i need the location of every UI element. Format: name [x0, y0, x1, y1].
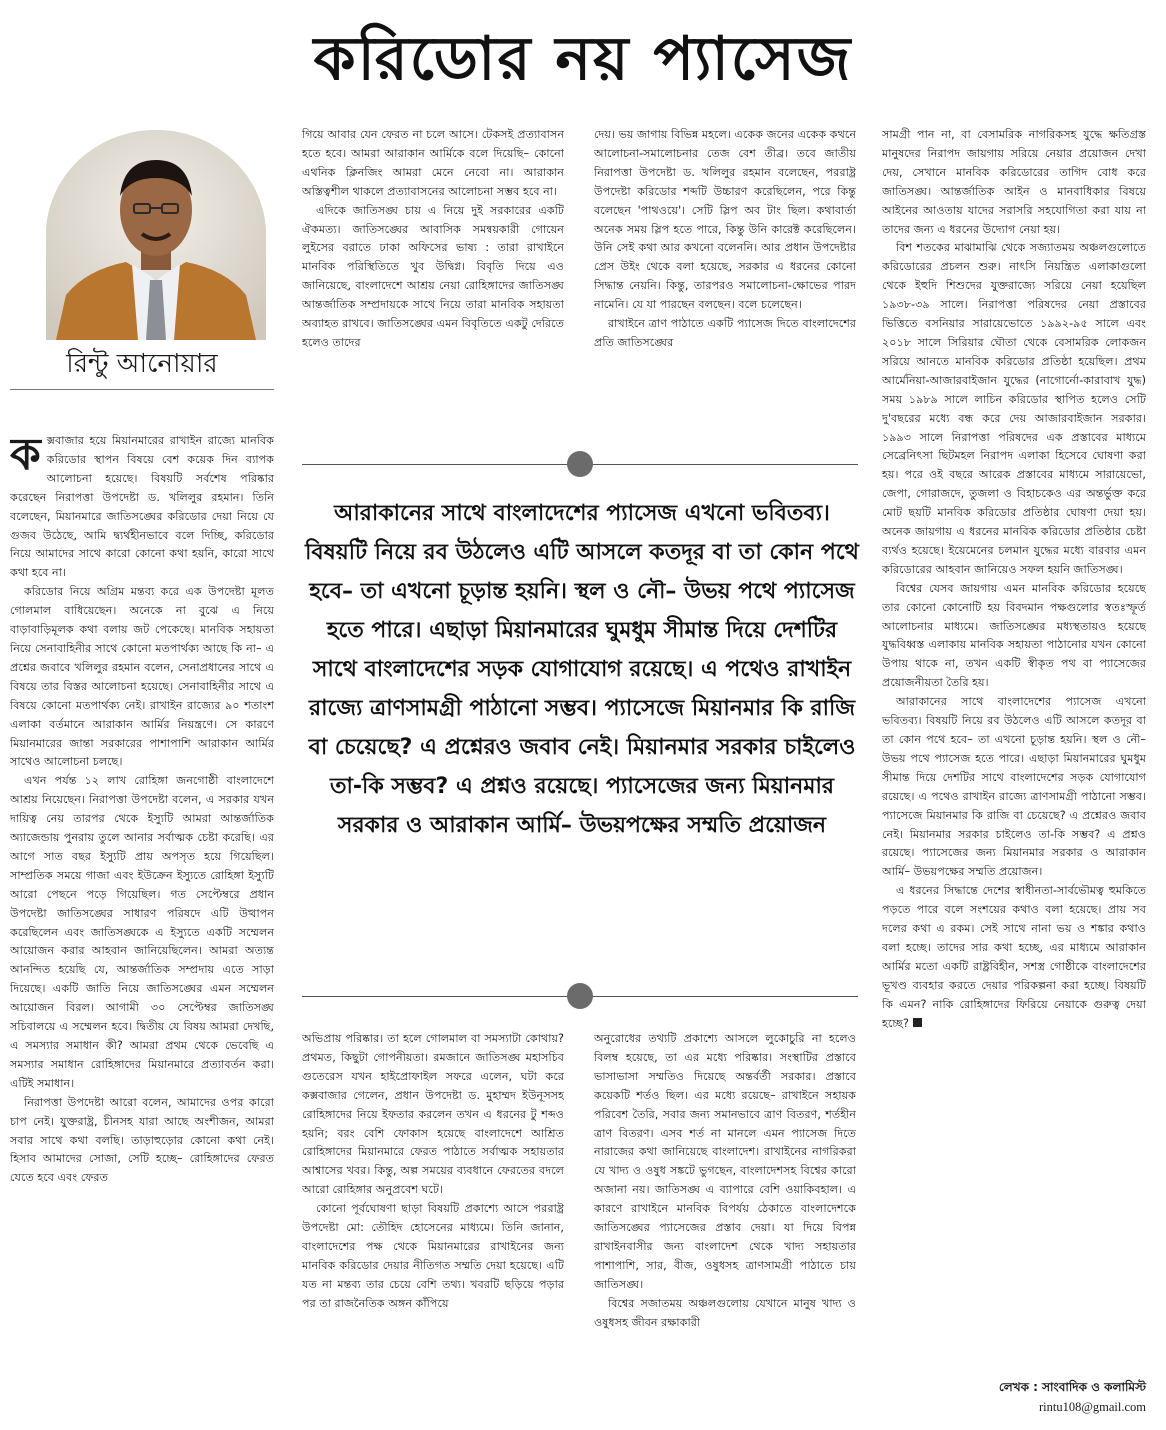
- column-2-bottom: [302, 1030, 564, 1422]
- column-3-bottom: [594, 1030, 856, 1422]
- col1-para-2: করিডোর নিয়ে অগ্রিম মন্তব্য করে এক উপদেষ্টা মূলত গোলমাল বাধিয়েছেন। অনেকে না বুঝে এ নিয়ে বাড়াবাড়িমূলক কথা বলায় জট পেকেছে। মানবিক সহায়তা নিয়ে সেনাবাহিনীর সাথে কোনো মতপার্থক্য আছে কি না– এ প্রশ্নের জবাবে খলিলুর রহমান বলেন, সেনাপ্রধানের সাথে এ বিষয়ে তার বিস্তর আলোচনা হয়েছে। সেনাবাহিনীর সাথে এ বিষয়ে কোনো মতপার্থক্য নেই। রাখাইন রাজ্যের ৯০ শতাংশ এলাকা বর্তমানে আরাকান আর্মির নিয়ন্ত্রণে। সে কারণে মিয়ানমারের জান্তা সরকারের পাশাপাশি আরাকান আর্মির সাথেও আলোচনা চলছে।: [10, 585, 274, 769]
- end-mark-icon: [913, 1018, 922, 1027]
- pullquote-bottom-dot: [567, 983, 593, 1009]
- column-3-top: [594, 126, 856, 434]
- column-2-top: [302, 126, 564, 434]
- author-email[interactable]: rintu108@gmail.com: [1039, 1400, 1146, 1414]
- col1-para-4: নিরাপত্তা উপদেষ্টা আরো বলেন, আমাদের ওপর কারো চাপ নেই। যুক্তরাষ্ট্র, চীনসহ যারা আছে অংশীজন, আমরা সবার সাথে কথা বলছি। তাড়াহুড়োর কোনো কথা নেই। হিসাব আমাদের সোজা, সেটি হচ্ছে– রোহিঙ্গাদের ফেরত যেতে হবে এবং ফেরত: [10, 1095, 274, 1185]
- byline-divider: [10, 389, 274, 390]
- col1-para-1: কক্সবাজার হয়ে মিয়ানমারের রাখাইন রাজ্যে মানবিক করিডোর স্থাপন বিষয়ে বেশ কয়েক দিন ব্যাপক আলোচনা হয়েছে। বিষয়টি সর্বশেষ পরিষ্কার করেছেন নিরাপত্তা উপদেষ্টা ড. খলিলুর রহমান। তিনি বলেছেন, মিয়ানমারে জাতিসঙ্ঘের করিডোর দেয়া নিয়ে যে গুজব উঠেছে, আমি দ্ব্যর্থহীনভাবে বলে দিচ্ছি, করিডোর নিয়ে আমাদের সাথে কারো কোনো কথা হয়নি, কারো সাথে কথা হবে না।: [10, 432, 274, 580]
- col2-bottom-para-1: অভিপ্রায় পরিষ্কার। তা হলে গোলমাল বা সমস্যাটা কোথায়? প্রথমত, কিছুটা গোপনীয়তা। রমজানে জাতিসঙ্ঘ মহাসচিব গুতেরেস যখন হাইপ্রোফাইল সফরে এলেন, ঘটা করে কক্সবাজার গেলেন, প্রধান উপদেষ্টা ড. মুহাম্মদ ইউনূসসহ রোহিঙ্গাদের নিয়ে ইফতার করলেন তখন এ ধরনের টু শব্দও হয়নি; বরং বেশি ফোকাস হয়েছে বাংলাদেশে আশ্রিত রোহিঙ্গাদের মিয়ানমারে ফেরত পাঠাতে সর্বাত্মক সহায়তার আশ্বাসের খবর। কিন্তু, অল্প সময়ের ব্যবধানে ফেরতের বদলে আরো রোহিঙ্গার অনুপ্রবেশ ঘটে।: [302, 1032, 564, 1197]
- author-portrait-icon: [46, 130, 266, 340]
- col4-para-3: বিশ্বের যেসব জায়গায় এমন মানবিক করিডোর হয়েছে তার কোনো কোনোটি হয় বিবদমান পক্ষগুলোর স্বতঃস্ফূর্ত আলোচনার মাধ্যমে। জাতিসঙ্ঘের মধ্যস্থতায়ও হয়েছে যুদ্ধবিধ্বস্ত এলাকায় মানবিক সহায়তা পাঠানোর যখন কোনো উপায় থাকে না, তখন একটি স্বীকৃত পথ বা প্যাসেজের প্রয়োজনীয়তা তৈরি হয়।: [882, 581, 1146, 690]
- col2-bottom-para-2: কোনো পূর্বঘোষণা ছাড়া বিষয়টি প্রকাশ্যে আসে পররাষ্ট্র উপদেষ্টা মো: তৌহিদ হোসেনের মাধ্যমে। তিনি জানান, বাংলাদেশের পক্ষ থেকে মিয়ানমারের রাখাইনের জন্য মানবিক করিডোর দেয়ার নীতিগত সম্মতি দেয়া হয়েছে। এটি যত না মন্তব্য তার চেয়ে বেশি তথ্য। খবরটি ছড়িয়ে পড়ার পর তা রাজনৈতিক অঙ্গন কাঁপিয়ে: [302, 1202, 564, 1310]
- author-byline: রিন্টু আনোয়ার: [66, 349, 218, 379]
- col2-top-para-1: গিয়ে আবার যেন ফেরত না চলে আসে। টেকসই প্রত্যাবাসন হতে হবে। আমরা আরাকান আর্মিকে বলে দিয়েছি– কোনো এথনিক ক্লিনজিং আমরা মেনে নেবো না। আরাকান অস্তিত্বশীল থাকলে প্রত্যাবাসনের আলোচনা সম্ভব হবে না।: [302, 128, 564, 198]
- col4-para-4: আরাকানের সাথে বাংলাদেশের প্যাসেজ এখনো ভবিতব্য। বিষয়টি নিয়ে রব উঠলেও এটি আসলে কতদূর বা তা কোন পথে হবে– তা এখনো চূড়ান্ত হয়নি। স্থল ও নৌ– উভয় পথে প্যাসেজ হতে পারে। এছাড়া মিয়ানমারের ঘুমধুম সীমান্ত দিয়ে দেশটির সাথে বাংলাদেশের সড়ক যোগাযোগ রয়েছে। এ পথেও রাখাইন রাজ্যে ত্রাণসামগ্রী পাঠানো সম্ভব। প্যাসেজে মিয়ানমার কি রাজি বা চেয়েছে? এ প্রশ্নেরও জবাব নেই। মিয়ানমার সরকার চাইলেও তা-কি সম্ভব? এ প্রশ্নও রয়েছে। প্যাসেজের জন্য মিয়ানমার সরকার ও আরাকান আর্মি– উভয়পক্ষের সম্মতি প্রয়োজন।: [882, 695, 1146, 879]
- col4-para-5: এ ধরনের সিদ্ধান্তে দেশের স্বাধীনতা-সার্বভৌমত্ব হুমকিতে পড়তে পারে বলে সংশয়ের কথাও বলা হয়েছে। প্রায় সব দলের কথা এ রকম। সেই সাথে নানা ভয় ও শঙ্কার কথাও বলা হচ্ছে। তাদের সার কথা হচ্ছে, এর মাধ্যমে আরাকান আর্মির মতো একটি রাষ্ট্রবিহীন, সশস্ত্র গোষ্ঠীকে বাংলাদেশের ভূখণ্ড ব্যবহার করতে দেয়ার পরিকল্পনা করা হচ্ছে। বিষয়টি কি এমন? নাকি রোহিঙ্গাদের ফিরিয়ে নেয়াকে গুরুত্ব দেয়া হচ্ছে?: [882, 884, 1146, 1030]
- col3-bottom-para-1: অনুরোধের তথ্যটি প্রকাশ্যে আসলে লুকোচুরি না হলেও বিলম্ব হয়েছে, তা এর মধ্যে পরিষ্কার। সংস্থাটির প্রস্তাবে ভাসাভাসা সম্মতিও দিয়েছে অন্তর্বর্তী সরকার। প্রস্তাবে কয়েকটি শর্তও ছিল। এর মধ্যে রয়েছে– রাখাইনে সহায়ক পরিবেশ তৈরি, সবার জন্য সমানভাবে ত্রাণ বিতরণ, শর্তহীন ত্রাণ বিতরণ। এসব শর্ত না মানলে এমন প্যাসেজ দিতে নারাজের কথা জানিয়েছে বাংলাদেশ। রাখাইনের নাগরিকরা যে খাদ্য ও ওষুধ সঙ্কটে ভুগছেন, বাংলাদেশসহ বিশ্বের কারো অজানা নয়। জাতিসঙ্ঘ এ ব্যাপারে বেশি ওয়াকিবহাল। এ কারণে রাখাইনে মানবিক বিপর্যয় ঠেকাতে বাংলাদেশকে জাতিসঙ্ঘের প্যাসেজের প্রস্তাব দেয়া। যা দিয়ে বিপন্ন রাখাইনবাসীর জন্য বাংলাদেশ থেকে খাদ্য সহায়তার পাশাপাশি, সার, বীজ, ওষুধসহ ত্রাণসামগ্রী পাঠাতে চায় জাতিসঙ্ঘ।: [594, 1032, 856, 1291]
- dropcap: ক: [10, 432, 41, 480]
- author-note: লেখক : সাংবাদিক ও কলামিস্ট: [998, 1380, 1146, 1394]
- col1-para-3: এখন পর্যন্ত ১২ লাখ রোহিঙ্গা জনগোষ্ঠী বাংলাদেশে আশ্রয় নিয়েছেন। নিরাপত্তা উপদেষ্টা বলেন, এ সরকার যখন দায়িত্ব নেয় তারপর থেকে ইস্যুটি আমরা আন্তর্জাতিক অ্যাজেন্ডায় পুনরায় তুলে আনার সর্বাত্মক চেষ্টা করেছি। এর আগে সাত বছর ইস্যুটি প্রায় অপসৃত হয়ে গিয়েছিল। সাম্প্রতিক সময়ে গাজা এবং ইউক্রেন ইস্যুতে রোহিঙ্গা ইস্যুটি আরো পেছনে পড়ে গিয়েছিল। গত সেপ্টেম্বরে প্রধান উপদেষ্টা জাতিসঙ্ঘের সাধারণ পরিষদে এটি উত্থাপন করেছিলেন এবং জাতিসঙ্ঘকে এ ইস্যুতে একটি সম্মেলন আয়োজন করার আহবান জানিয়েছিলেন। আমরা অত্যন্ত আনন্দিত হয়েছি যে, আন্তর্জাতিক সম্প্রদায় এতে সাড়া দিয়েছে। একটি জাতি নিয়ে জাতিসঙ্ঘের এমন সম্মেলন আয়োজন বিরল। আগামী ৩০ সেপ্টেম্বর জাতিসঙ্ঘ সচিবালয়ে এ সম্মেলন হবে। দ্বিতীয় যে বিষয় আমরা দেখছি, এ সমস্যার সমাধান কী? আমরা প্রথম থেকে ভেবেছি এ সমস্যার সমাধান রোহিঙ্গাদের মিয়ানমারে প্রত্যাবর্তন করা। এটিই সমাধান।: [10, 774, 274, 1090]
- column-1: [10, 432, 274, 1422]
- headline: করিডোর নয় প্যাসেজ: [313, 24, 853, 94]
- col2-top-para-2: এদিকে জাতিসঙ্ঘ চায় এ নিয়ে দুই সরকারের একটি ঐকমত্য। জাতিসঙ্ঘের আবাসিক সমন্বয়কারী গোয়েন লুইসের বরাতে ঢাকা অফিসের ভাষ্য : তারা রাখাইনে মানবিক পরিস্থিতিতে খুব উদ্বিগ্ন। বিবৃতি দিয়ে এও জানিয়েছে, বাংলাদেশে আশ্রয় নেয়া রোহিঙ্গাদের জাতিসঙ্ঘ আন্তর্জাতিক সম্প্রদায়কে সাথে নিয়ে তারা মানবিক সহায়তা অব্যাহত রাখবে। জাতিসঙ্ঘের এমন বিবৃতিতে একটু দেরিতে হলেও তাদের: [302, 203, 564, 349]
- column-4: [882, 126, 1146, 1378]
- col4-para-1: সামগ্রী পান না, বা বেসামরিক নাগরিকসহ যুদ্ধে ক্ষতিগ্রস্ত মানুষদের নিরাপদ জায়গায় সরিয়ে নেয়ার প্রয়োজন দেখা দেয়, সেখানে মানবিক করিডোরের তাগিদ বোধ করে জাতিসঙ্ঘ। আন্তর্জাতিক আইন ও মানবাধিকার বিষয়ে আইনের আওতায় যাদের সরাসরি সহযোগিতা করা যায় না তাদের জন্য এ ধরনের উদ্যোগ নেয়া হয়।: [882, 128, 1146, 236]
- col4-para-2: বিশ শতকের মাঝামাঝি থেকে সজ্যাতময় অঞ্চলগুলোতে করিডোরের প্রচলন শুরু। নাৎসি নিয়ন্ত্রিত এলাকাগুলো থেকে ইহুদি শিশুদের যুক্তরাজ্যে সরিয়ে নেয়া হয়েছিল ১৯৩৮-৩৯ সালে। নিরাপত্তা পরিষদের নেয়া প্রস্তাবের ভিত্তিতে বসনিয়ার সারায়েভোতে ১৯৯২-৯৫ সালে এবং ২০১৮ সালে সিরিয়ার ঘৌতা থেকে বেসামরিক লোকজন সরিয়ে আনতে মানবিক করিডোর প্রতিষ্ঠা হয়েছিল। প্রথম আর্মেনিয়া-আজারবাইজান যুদ্ধের (নাগোর্নো-কারাবাখ যুদ্ধ) সময় ১৯৮৯ সালে লাচিন করিডোর স্থাপিত হলেও সেটি দু'বছরের মধ্যে বন্ধ করে দেয় আজারবাইজান সরকার। ১৯৯৩ সালে নিরাপত্তা পরিষদের এক প্রস্তাবের মাধ্যমে সেব্রেনিৎসা ছিটমহল নিরাপদ এলাকা হিসেবে ঘোষণা করা হয়। পরে ওই বছরে আরেক প্রস্তাবের মাধ্যমে সারায়েভো, জেপা, গোরাজদে, তুজলা ও বিহাচকেও এর অন্তর্ভুক্ত করে মোট ছয়টি মানবিক করিডোর প্রতিষ্ঠার ঘোষণা দেয়া হয়। অনেক জায়গায় এ ধরনের মানবিক করিডোর প্রতিষ্ঠার চেষ্টা ব্যর্থও হয়েছে। ইয়েমেনের চলমান যুদ্ধের মধ্যে বারবার এমন করিডোরের আহবান জানিয়েও সফল হয়নি জাতিসঙ্ঘ।: [882, 241, 1146, 576]
- col3-top-para-1: দেয়। ভয় জাগায় বিভিন্ন মহলে। একেক জনের একেক কথনে আলোচনা-সমালোচনার তেজ বেশ তীব্র। তবে জাতীয় নিরাপত্তা উপদেষ্টা ড. খলিলুর রহমান বলেছেন, পররাষ্ট্র উপদেষ্টা করিডোর শব্দটি উচ্চারণ করেছিলেন, পরে কিন্তু বলেছেন 'পাথওয়ে'। সেটি স্লিপ অব টাং ছিল। কথাবার্তা অনেক সময় স্লিপ হতে পারে, কিন্তু উনি কারেক্ট করেছিলেন। উনি সেই কথা আর কখনো বলেননি। আর প্রধান উপদেষ্টার প্রেস উইং থেকে বলা হয়েছে, সরকার এ ধরনের কোনো সিদ্ধান্ত নেয়নি। কিন্তু, তারপরও সমালোচনা-ক্ষোভের পারদ নামেনি। যে যা পারছেন বলছেন। বলে চলেছেন।: [594, 128, 856, 312]
- col3-top-para-2: রাখাইনে ত্রাণ পাঠাতে একটি প্যাসেজ দিতে বাংলাদেশের প্রতি জাতিসঙ্ঘের: [594, 317, 856, 349]
- pullquote-top-dot: [567, 451, 593, 477]
- pull-quote: আরাকানের সাথে বাংলাদেশের প্যাসেজ এখনো ভবিতব্য। বিষয়টি নিয়ে রব উঠলেও এটি আসলে কতদূর বা তা কোন পথে হবে– তা এখনো চূড়ান্ত হয়নি। স্থল ও নৌ– উভয় পথে প্যাসেজ হতে পারে। এছাড়া মিয়ানমারের ঘুমধুম সীমান্ত দিয়ে দেশটির সাথে বাংলাদেশের সড়ক যোগাযোগ রয়েছে। এ পথেও রাখাইন রাজ্যে ত্রাণসামগ্রী পাঠানো সম্ভব। প্যাসেজে মিয়ানমার কি রাজি বা চেয়েছে? এ প্রশ্নেরও জবাব নেই। মিয়ানমার সরকার চাইলেও তা-কি সম্ভব? এ প্রশ্নও রয়েছে। প্যাসেজের জন্য মিয়ানমার সরকার ও আরাকান আর্মি– উভয়পক্ষের সম্মতি প্রয়োজন: [305, 501, 859, 838]
- col3-bottom-para-2: বিশ্বের সজাতময় অঞ্চলগুলোয় যেখানে মানুষ খাদ্য ও ওষুধসহ জীবন রক্ষাকারী: [594, 1296, 856, 1329]
- author-photo: [46, 130, 266, 340]
